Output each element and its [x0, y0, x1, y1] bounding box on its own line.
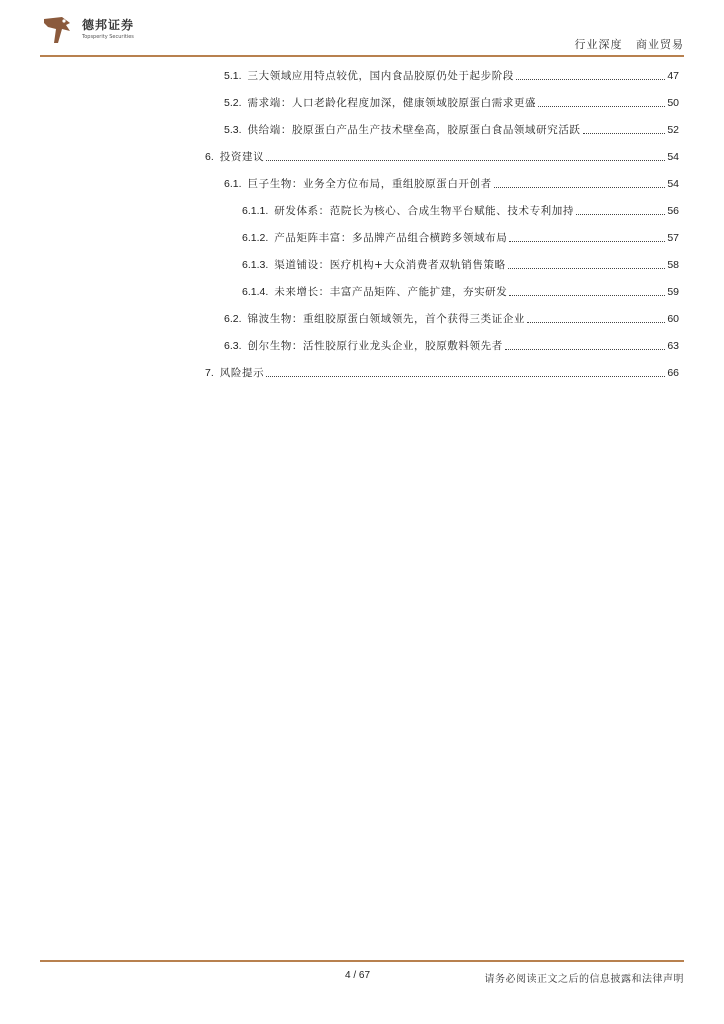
toc-title: 研发体系：范院长为核心、合成生物平台赋能、技术专利加持 [274, 205, 574, 217]
toc-number: 6.1.2. [242, 232, 269, 244]
dbsec-logo-icon [40, 13, 76, 49]
toc-entry[interactable] [242, 284, 679, 299]
legal-disclaimer: 请务必阅读正文之后的信息披露和法律声明 [484, 974, 684, 985]
toc-page: 54 [667, 151, 679, 163]
toc-leader [583, 133, 666, 134]
toc-title: 投资建议 [219, 151, 265, 163]
toc-title: 产品矩阵丰富：多品牌产品组合横跨多领域布局 [274, 232, 508, 244]
industry-name: 商业贸易 [636, 38, 684, 51]
toc-leader [508, 268, 666, 269]
toc-number: 6. [205, 151, 214, 163]
toc-number: 6.1.3. [242, 259, 269, 271]
toc-leader [509, 241, 665, 242]
toc-number: 5.1. [224, 70, 242, 82]
report-category [575, 36, 685, 52]
brand-name-cn: 德邦证券 [82, 18, 135, 32]
brand-name-en: Topsperity Securities [82, 34, 134, 40]
toc-number: 6.3. [224, 340, 242, 352]
toc-number: 6.1.4. [242, 286, 269, 298]
toc-page: 60 [667, 313, 679, 325]
toc-leader [494, 187, 666, 188]
toc-entry[interactable] [224, 68, 679, 83]
toc-title: 风险提示 [219, 367, 265, 379]
page-indicator: 4 / 67 [345, 970, 371, 981]
toc-entry[interactable] [224, 311, 679, 326]
toc-title: 需求端：人口老龄化程度加深，健康领域胶原蛋白需求更盛 [247, 97, 537, 109]
toc-number: 7. [205, 367, 214, 379]
toc-leader [516, 79, 665, 80]
toc-page: 66 [667, 367, 679, 379]
page-header [40, 0, 684, 60]
toc-page: 57 [667, 232, 679, 244]
toc-entry[interactable] [242, 230, 679, 245]
toc-page: 54 [667, 178, 679, 190]
company-logo [40, 13, 180, 51]
footer-divider [40, 960, 684, 962]
toc-leader [266, 160, 665, 161]
toc-number: 6.2. [224, 313, 242, 325]
toc-leader [505, 349, 665, 350]
toc-page: 50 [667, 97, 679, 109]
toc-page: 59 [667, 286, 679, 298]
toc-entry[interactable] [242, 257, 679, 272]
toc-title: 供给端：胶原蛋白产品生产技术壁垒高，胶原蛋白食品领域研究活跃 [247, 124, 581, 136]
toc-title: 三大领域应用特点较优，国内食品胶原仍处于起步阶段 [247, 70, 514, 82]
report-type: 行业深度 [574, 38, 623, 51]
toc-entry[interactable] [224, 176, 679, 191]
toc-page: 63 [667, 340, 679, 352]
toc-page: 56 [667, 205, 679, 217]
toc-leader [576, 214, 665, 215]
toc-leader [509, 295, 665, 296]
toc-leader [266, 376, 665, 377]
toc-number: 6.1.1. [242, 205, 269, 217]
toc-entry[interactable] [205, 365, 679, 380]
toc-entry[interactable] [224, 122, 679, 137]
toc-title: 未来增长：丰富产品矩阵、产能扩建，夯实研发 [274, 286, 508, 298]
toc-title: 渠道铺设：医疗机构+大众消费者双轨销售策略 [274, 259, 506, 271]
toc-page: 58 [667, 259, 679, 271]
toc-title: 巨子生物：业务全方位布局，重组胶原蛋白开创者 [247, 178, 492, 190]
toc-entry[interactable] [205, 149, 679, 164]
toc-page: 52 [667, 124, 679, 136]
toc-page: 47 [667, 70, 679, 82]
toc-number: 5.3. [224, 124, 242, 136]
toc-entry[interactable] [242, 203, 679, 218]
toc-title: 创尔生物：活性胶原行业龙头企业，胶原敷料领先者 [247, 340, 503, 352]
toc-title: 锦波生物：重组胶原蛋白领域领先，首个获得三类证企业 [247, 313, 526, 325]
header-divider [40, 55, 684, 57]
toc-leader [527, 322, 665, 323]
toc-entry[interactable] [224, 338, 679, 353]
toc-leader [538, 106, 665, 107]
toc-number: 5.2. [224, 97, 242, 109]
toc-number: 6.1. [224, 178, 242, 190]
toc-entry[interactable] [224, 95, 679, 110]
